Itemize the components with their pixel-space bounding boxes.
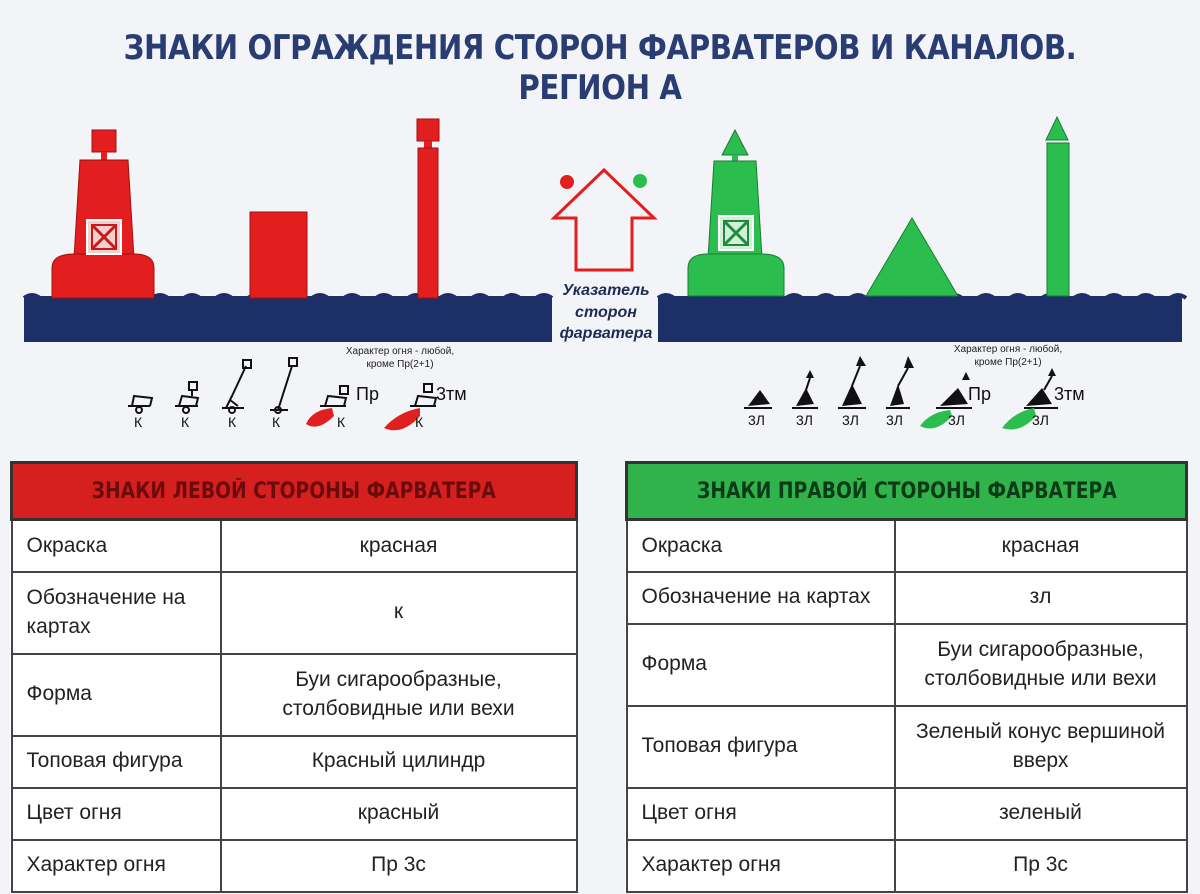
right-label-6: 3Л	[1032, 412, 1049, 428]
right-label-4: 3Л	[886, 412, 903, 428]
row-key: Окраска	[12, 520, 221, 572]
left-label-3: К	[228, 414, 237, 430]
red-cigar-buoy	[52, 130, 154, 298]
right-label-2: 3Л	[796, 412, 813, 428]
green-cigar-buoy	[688, 130, 784, 296]
table-row	[12, 572, 577, 654]
row-key: Цвет огня	[627, 788, 895, 840]
table-row	[12, 840, 577, 892]
left-label-1: К	[134, 414, 143, 430]
left-light-note	[330, 346, 470, 371]
left-tag-3tm: 3тм	[436, 384, 467, 404]
left-label-4: К	[272, 414, 281, 430]
row-key: Обозначение на картах	[627, 572, 895, 624]
table-row	[627, 520, 1187, 572]
left-tag-pr: Пр	[356, 384, 379, 404]
row-key: Цвет огня	[12, 788, 221, 840]
row-value: Зеленый конус вершиной вверх	[895, 706, 1187, 788]
green-pillar-buoy	[1046, 117, 1069, 296]
row-value: зеленый	[895, 788, 1187, 840]
row-key: Топовая фигура	[12, 736, 221, 788]
left-table-header: ЗНАКИ ЛЕВОЙ СТОРОНЫ ФАРВАТЕРА	[12, 463, 577, 520]
right-light-flare-2	[1002, 408, 1036, 430]
left-sea	[24, 295, 552, 342]
right-note-line-1: Характер огня - любой,	[953, 344, 1063, 355]
right-tag-3tm: 3тм	[1054, 384, 1085, 404]
right-sea	[658, 295, 1186, 342]
row-value: Буи сигарообразные, столбовидные или вехи	[895, 624, 1187, 706]
table-row	[627, 840, 1187, 892]
pointer-line-3: фарватера	[559, 325, 653, 343]
table-row	[627, 788, 1187, 840]
left-light-flare	[306, 408, 334, 427]
row-key: Форма	[627, 624, 895, 706]
left-label-6: К	[415, 414, 424, 430]
left-label-5: К	[337, 414, 346, 430]
right-label-3: 3Л	[842, 412, 859, 428]
row-value: к	[221, 572, 577, 654]
green-cone-buoy	[866, 218, 958, 296]
page-title: ЗНАКИ ОГРАЖДЕНИЯ СТОРОН ФАРВАТЕРОВ И КАНАЛОВ. РЕГИОН А	[123, 28, 1077, 108]
row-value: Пр 3с	[221, 840, 577, 892]
table-row	[12, 654, 577, 736]
fairway-pointer-icon	[554, 170, 654, 270]
row-key: Характер огня	[627, 840, 895, 892]
right-table-header: ЗНАКИ ПРАВОЙ СТОРОНЫ ФАРВАТЕРА	[627, 463, 1187, 520]
table-row	[627, 572, 1187, 624]
row-key: Форма	[12, 654, 221, 736]
table-row	[627, 624, 1187, 706]
table-row	[12, 788, 577, 840]
row-key: Окраска	[627, 520, 895, 572]
left-note-line-2: кроме Пр(2+1)	[366, 358, 434, 370]
fairway-pointer-label	[550, 280, 662, 345]
right-tag-pr: Пр	[968, 384, 991, 404]
row-value: Пр 3с	[895, 840, 1187, 892]
row-value: зл	[895, 572, 1187, 624]
table-row	[12, 520, 577, 572]
pointer-line-2: сторон	[575, 303, 637, 321]
red-pillar-buoy	[417, 119, 439, 298]
table-row	[627, 706, 1187, 788]
row-value: Красный цилиндр	[221, 736, 577, 788]
red-can-buoy	[250, 212, 307, 298]
row-key: Топовая фигура	[627, 706, 895, 788]
right-label-1: 3Л	[748, 412, 765, 428]
right-label-5: 3Л	[948, 412, 965, 428]
row-value: Буи сигарообразные, столбовидные или вехи	[221, 654, 577, 736]
right-side-marks-table	[625, 461, 1188, 893]
row-value: красная	[221, 520, 577, 572]
left-label-2: К	[181, 414, 190, 430]
left-side-marks-table	[10, 461, 578, 893]
table-row	[12, 736, 577, 788]
right-light-note	[938, 344, 1078, 369]
row-key: Характер огня	[12, 840, 221, 892]
left-note-line-1: Характер огня - любой,	[345, 346, 455, 357]
pointer-line-1: Указатель	[562, 282, 650, 299]
row-value: красная	[895, 520, 1187, 572]
row-key: Обозначение на картах	[12, 572, 221, 654]
right-note-line-2: кроме Пр(2+1)	[974, 356, 1042, 368]
row-value: красный	[221, 788, 577, 840]
